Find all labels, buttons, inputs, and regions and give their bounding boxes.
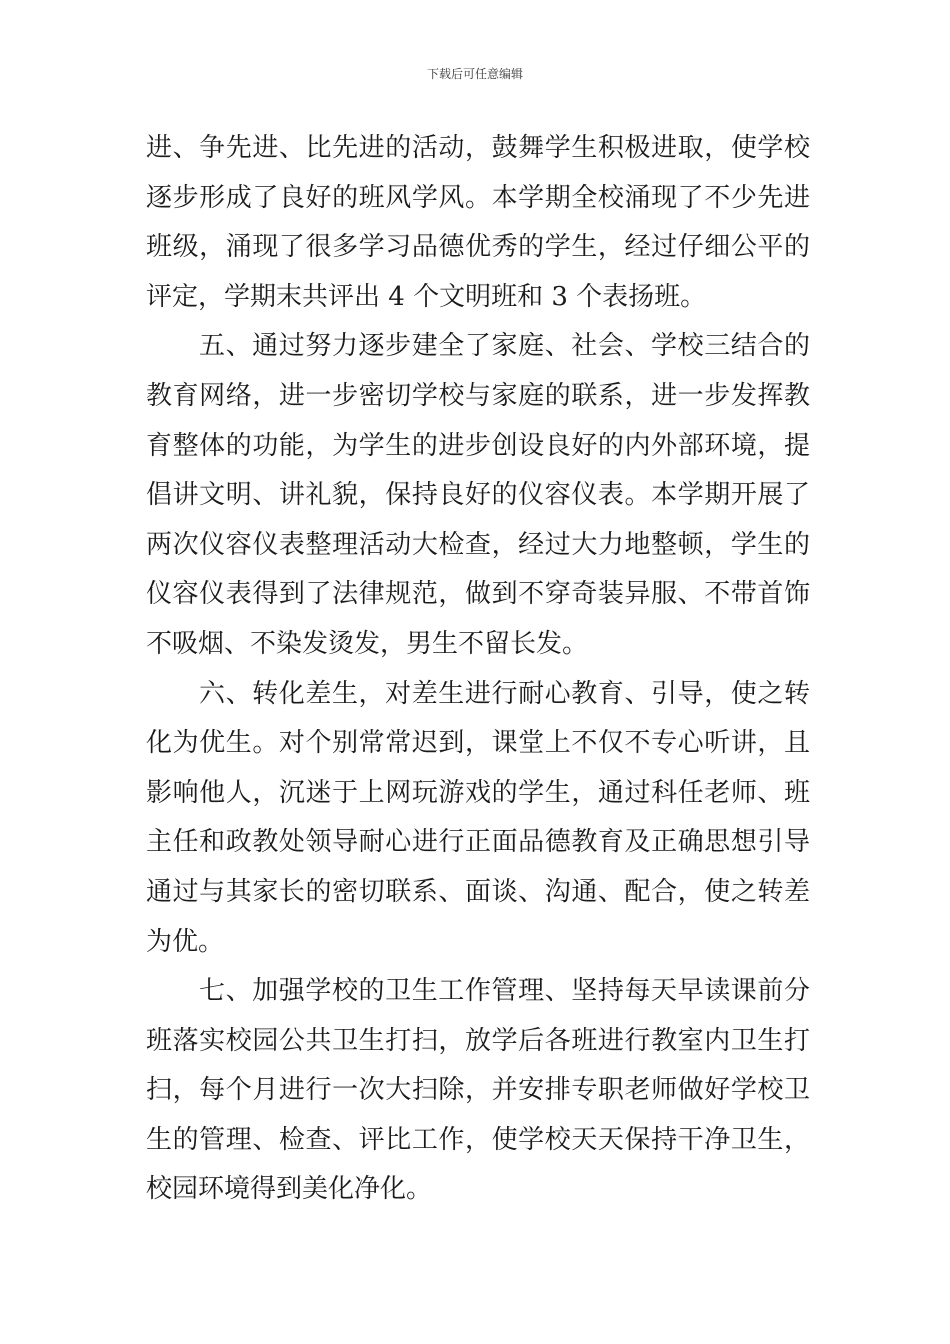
paragraph-1-line-2: 逐步形成了良好的班风学风。本学期全校涌现了不少先进 (146, 182, 810, 213)
paragraph-2-line-1: 五、通过努力逐步建全了家庭、社会、学校三结合的 (199, 331, 810, 362)
paragraph-2-line-4: 倡讲文明、讲礼貌，保持良好的仪容仪表。本学期开展了 (146, 480, 810, 511)
paragraph-1-line-3: 班级，涌现了很多学习品德优秀的学生，经过仔细公平的 (146, 232, 810, 263)
document-body (146, 124, 810, 1215)
page-header: 下载后可任意编辑 (426, 67, 523, 81)
paragraph-2-line-5: 两次仪容仪表整理活动大检查，经过大力地整顿，学生的 (146, 529, 810, 560)
paragraph-4-line-4: 生的管理、检查、评比工作，使学校天天保持干净卫生， (146, 1124, 810, 1155)
paragraph-3-line-4: 主任和政教处领导耐心进行正面品德教育及正确思想引导 (146, 827, 810, 858)
paragraph-1-line-4: 评定，学期末共评出 4 个文明班和 3 个表扬班。 (146, 281, 707, 312)
paragraph-3-line-1: 六、转化差生，对差生进行耐心教育、引导，使之转 (199, 678, 810, 709)
paragraph-2-line-7: 不吸烟、不染发烫发，男生不留长发。 (146, 628, 589, 659)
paragraph-3-line-5: 通过与其家长的密切联系、面谈、沟通、配合，使之转差 (146, 876, 810, 907)
paragraph-2-line-6: 仪容仪表得到了法律规范，做到不穿奇装异服、不带首饰 (146, 579, 810, 610)
paragraph-4-line-3: 扫，每个月进行一次大扫除，并安排专职老师做好学校卫 (146, 1075, 810, 1106)
paragraph-3-line-3: 影响他人，沉迷于上网玩游戏的学生，通过科任老师、班 (146, 777, 810, 808)
paragraph-2-line-2: 教育网络，进一步密切学校与家庭的联系，进一步发挥教 (146, 380, 810, 411)
paragraph-3-line-2: 化为优生。对个别常常迟到，课堂上不仅不专心听讲，且 (146, 728, 810, 759)
paragraph-2-line-3: 育整体的功能，为学生的进步创设良好的内外部环境，提 (146, 430, 810, 461)
paragraph-4-line-5: 校园环境得到美化净化。 (146, 1174, 433, 1205)
paragraph-4-line-2: 班落实校园公共卫生打扫，放学后各班进行教室内卫生打 (146, 1025, 810, 1056)
paragraph-3-line-6: 为优。 (146, 926, 225, 957)
paragraph-4-line-1: 七、加强学校的卫生工作管理、坚持每天早读课前分 (199, 976, 810, 1007)
paragraph-1-line-1: 进、争先进、比先进的活动，鼓舞学生积极进取，使学校 (146, 133, 810, 163)
